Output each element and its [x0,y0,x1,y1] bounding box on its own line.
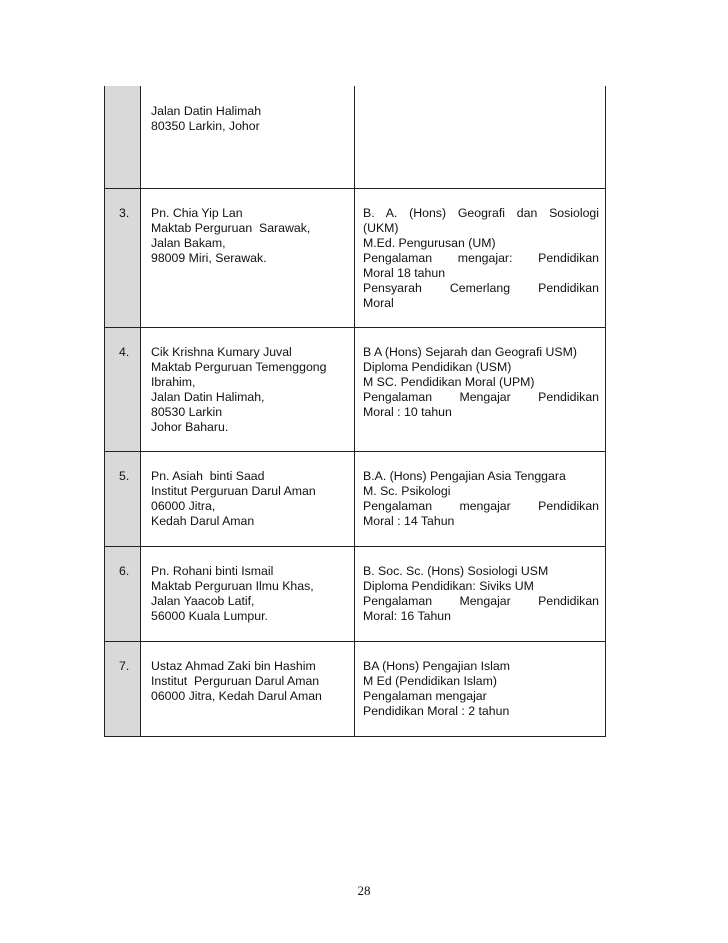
row-number-cell [105,641,141,736]
qualification-line: Pensyarah Cemerlang Pendidikan [363,280,599,295]
qualification-line: Moral [363,295,394,310]
qualification-cell [355,188,606,327]
row-number: 7. [119,658,130,673]
row-number: 4. [119,344,130,359]
name-address-line: Jalan Yaacob Latif, [151,593,255,608]
name-address-line: Jalan Datin Halimah [151,104,262,118]
row-number [105,86,140,103]
qualification-line: B. Soc. Sc. (Hons) Sosiologi USM [363,563,549,578]
name-address-line: Pn. Chia Yip Lan [151,205,243,220]
qualification-line: B.A. (Hons) Pengajian Asia Tenggara [363,468,566,483]
qualification-line: Pengalaman Mengajar Pendidikan [363,389,599,404]
qualification-line: Pengalaman Mengajar Pendidikan [363,593,599,608]
name-address-line: 80530 Larkin [151,404,223,419]
row-number-cell [105,451,141,546]
qualification-line: Pendidikan Moral : 2 tahun [363,703,510,718]
name-address-line: 06000 Jitra, Kedah Darul Aman [151,688,322,703]
qualification-line: B. A. (Hons) Geografi dan Sosiologi [363,205,599,220]
name-address-line: 06000 Jitra, [151,498,216,513]
qualification-cell [355,546,606,641]
staff-table [104,86,606,737]
page-number: 28 [357,883,371,898]
table-row [105,546,606,641]
qualification-cell [355,327,606,451]
qualification-line: Diploma Pendidikan (USM) [363,359,512,374]
row-number: 6. [119,563,130,578]
name-address-cell [141,188,355,327]
name-address-line: 80350 Larkin, Johor [151,119,260,133]
qualification-line: M.Ed. Pengurusan (UM) [363,235,496,250]
qualification-line: Diploma Pendidikan: Siviks UM [363,578,534,593]
row-number-cell [105,546,141,641]
qualification-cell [355,86,606,188]
qualification-line: Pengalaman mengajar Pendidikan [363,498,599,513]
row-number-cell [105,327,141,451]
name-address-line: Pn. Rohani binti Ismail [151,563,274,578]
table-row [105,86,606,188]
qualification-line: M SC. Pendidikan Moral (UPM) [363,374,535,389]
name-address-cell [141,327,355,451]
qualification-line: Pengalaman mengajar: Pendidikan [363,250,599,265]
qualification-line: B A (Hons) Sejarah dan Geografi USM) [363,344,577,359]
name-address-cell [141,546,355,641]
table-row [105,451,606,546]
name-address-line: Institut Perguruan Darul Aman [151,483,316,498]
qualification-line: M. Sc. Psikologi [363,483,451,498]
qualification-line: Moral 18 tahun [363,265,446,280]
row-number: 3. [119,205,130,220]
name-address-cell [141,641,355,736]
row-number: 5. [119,468,130,483]
name-address-line: Ustaz Ahmad Zaki bin Hashim [151,658,316,673]
name-address-cell [141,86,355,188]
qualification-line: Moral : 14 Tahun [363,513,455,528]
name-address-cell [141,451,355,546]
qualification-line: Moral: 16 Tahun [363,608,451,623]
qualification-line: (UKM) [363,220,399,235]
name-address-line: Kedah Darul Aman [151,513,255,528]
name-address-line: 98009 Miri, Serawak. [151,250,267,265]
name-address-line: Maktab Perguruan Sarawak, [151,220,311,235]
name-address-line: 56000 Kuala Lumpur. [151,608,268,623]
table-row [105,641,606,736]
qualification-cell [355,641,606,736]
qualification-cell [355,451,606,546]
staff-table-body [105,86,606,736]
name-address-line: Jalan Bakam, [151,235,226,250]
qualification-line: Pengalaman mengajar [363,688,487,703]
row-number-cell [105,86,141,188]
table-row [105,188,606,327]
name-address-line: Maktab Perguruan Temenggong [151,359,327,374]
name-address-line: Jalan Datin Halimah, [151,389,265,404]
table-row [105,327,606,451]
name-address-line: Maktab Perguruan Ilmu Khas, [151,578,314,593]
qualification-line: M Ed (Pendidikan Islam) [363,673,497,688]
qualification-line: Moral : 10 tahun [363,404,452,419]
qualification-line: BA (Hons) Pengajian Islam [363,658,510,673]
row-number-cell [105,188,141,327]
name-address-line: Johor Baharu. [151,419,229,434]
name-address-line: Institut Perguruan Darul Aman [151,673,320,688]
name-address-line: Ibrahim, [151,374,196,389]
name-address-line: Cik Krishna Kumary Juval [151,344,292,359]
name-address-line: Pn. Asiah binti Saad [151,468,265,483]
